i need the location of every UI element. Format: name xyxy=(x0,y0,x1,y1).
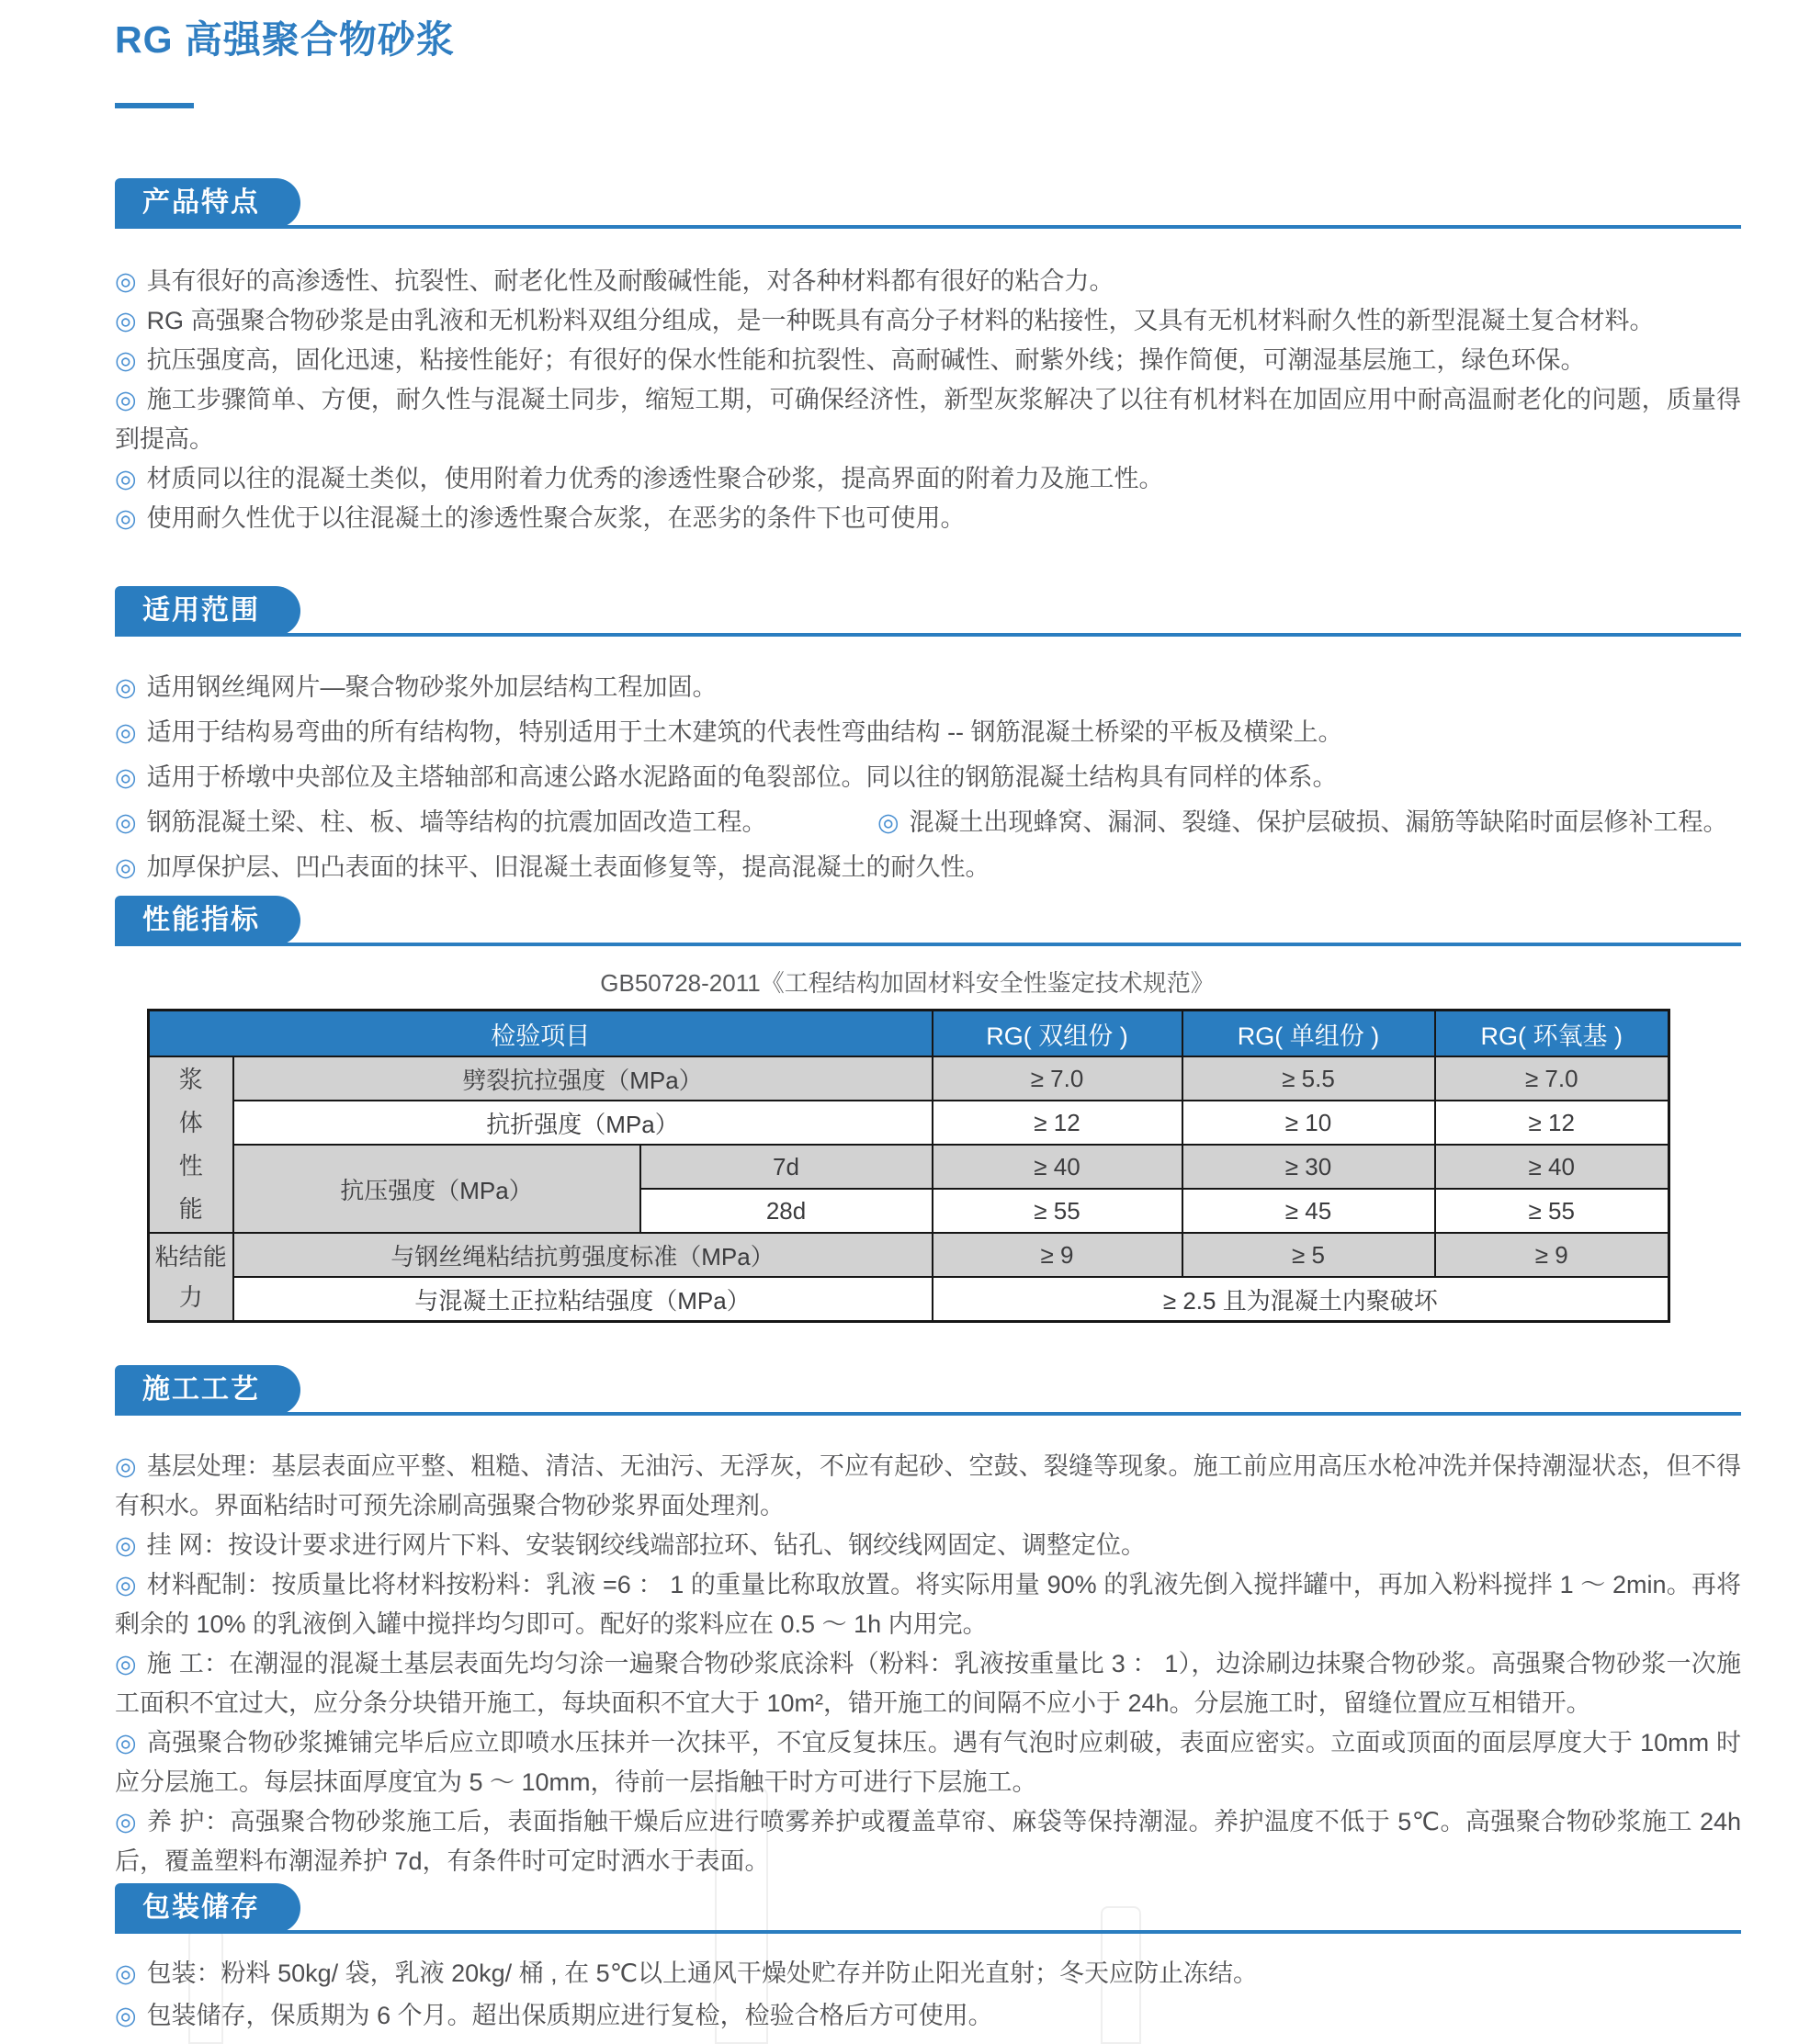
process-text: 高强聚合物砂浆摊铺完毕后应立即喷水压抹并一次抹平，不宜反复抹压。遇有气泡时应刺破，表面应密实。立面或顶面的面层厚度大于 10mm 时应分层施工。每层抹面厚度宜为 5 ～ 10mm，待前一层指触干时方可进行下层施工。 xyxy=(115,1729,1742,1796)
bullet-icon: ◎ xyxy=(115,853,137,881)
table-cell: ≥ 9 xyxy=(1435,1233,1669,1277)
performance-table xyxy=(147,1009,1670,1323)
feature-text: 施工步骤简单、方便，耐久性与混凝土同步，缩短工期，可确保经济性，新型灰浆解决了以往有机材料在加固应用中耐高温耐老化的问题，质量得到提高。 xyxy=(115,386,1742,453)
process-text: 养 护：高强聚合物砂浆施工后，表面指触干燥后应进行喷雾养护或覆盖草帘、麻袋等保持潮湿。养护温度不低于 5℃。高强聚合物砂浆施工 24h 后，覆盖塑料布潮湿养护 7d，有条件时可定时洒水于表面。 xyxy=(115,1808,1741,1875)
table-row xyxy=(149,1101,1669,1145)
table-header-row xyxy=(149,1011,1669,1057)
process-item xyxy=(115,1447,1741,1526)
table-header-cell: RG( 环氧基 ) xyxy=(1435,1011,1669,1057)
table-cell: ≥ 40 xyxy=(1435,1145,1669,1189)
packaging-text: 包装：粉料 50kg/ 袋，乳液 20kg/ 桶 , 在 5℃以上通风干燥处贮存并防止阳光直射；冬天应防止冻结。 xyxy=(146,1959,1259,1987)
bullet-icon: ◎ xyxy=(115,763,137,791)
bullet-icon: ◎ xyxy=(115,465,137,492)
features-list xyxy=(115,262,1741,538)
feature-item xyxy=(115,459,1741,499)
table-cell: ≥ 55 xyxy=(1435,1189,1669,1233)
table-cell: ≥ 5.5 xyxy=(1182,1056,1435,1101)
table-cell: ≥ 40 xyxy=(933,1145,1182,1189)
table-cell-span: ≥ 2.5 且为混凝土内聚破坏 xyxy=(933,1277,1669,1322)
feature-item xyxy=(115,380,1741,459)
table-cell-label: 抗折强度（MPa） xyxy=(233,1101,933,1145)
packaging-text: 包装储存，保质期为 6 个月。超出保质期应进行复检，检验合格后方可使用。 xyxy=(146,2002,993,2029)
table-cell: ≥ 7.0 xyxy=(933,1056,1182,1101)
section-heading-scope: 适用范围 xyxy=(115,586,300,636)
bullet-icon: ◎ xyxy=(115,346,137,374)
feature-text: 抗压强度高，固化迅速，粘接性能好；有很好的保水性能和抗裂性、高耐碱性、耐紫外线；操作简便，可潮湿基层施工，绿色环保。 xyxy=(146,346,1586,374)
scope-text: 适用钢丝绳网片—聚合物砂浆外加层结构工程加固。 xyxy=(146,673,718,701)
performance-standard-caption: GB50728-2011《工程结构加固材料安全性鉴定技术规范》 xyxy=(600,969,1215,997)
table-cell: ≥ 5 xyxy=(1182,1233,1435,1277)
scope-text: 钢筋混凝土梁、柱、板、墙等结构的抗震加固改造工程。 xyxy=(146,808,767,836)
table-cell-label: 劈裂抗拉强度（MPa） xyxy=(233,1056,933,1101)
bullet-icon: ◎ xyxy=(115,504,137,532)
section-scope xyxy=(115,586,1741,637)
process-list xyxy=(115,1447,1741,1881)
process-item xyxy=(115,1723,1741,1802)
packaging-item xyxy=(115,1994,1741,2037)
scope-item xyxy=(115,713,1741,751)
feature-item xyxy=(115,301,1741,341)
table-cell: ≥ 30 xyxy=(1182,1145,1435,1189)
bullet-icon: ◎ xyxy=(115,808,137,836)
table-cell-sub: 28d xyxy=(640,1189,933,1233)
table-cell: ≥ 9 xyxy=(933,1233,1182,1277)
feature-text: 使用耐久性优于以往混凝土的渗透性聚合灰浆，在恶劣的条件下也可使用。 xyxy=(146,504,966,532)
section-heading-features: 产品特点 xyxy=(115,178,300,228)
scope-item xyxy=(877,808,1728,836)
feature-text: 材质同以往的混凝土类似，使用附着力优秀的渗透性聚合砂浆，提高界面的附着力及施工性。 xyxy=(146,465,1164,492)
feature-item xyxy=(115,499,1741,538)
table-cell: ≥ 10 xyxy=(1182,1101,1435,1145)
bullet-icon: ◎ xyxy=(115,307,137,334)
section-process xyxy=(115,1365,1741,1416)
table-cell: ≥ 7.0 xyxy=(1435,1056,1669,1101)
bullet-icon: ◎ xyxy=(115,718,137,746)
bullet-icon: ◎ xyxy=(115,1571,137,1598)
row-group-label: 粘结能力 xyxy=(154,1243,227,1311)
process-text: 基层处理：基层表面应平整、粗糙、清洁、无油污、无浮灰，不应有起砂、空鼓、裂缝等现象。施工前应用高压水枪冲洗并保持潮湿状态，但不得有积水。界面粘结时可预先涂刷高强聚合物砂浆界面处理剂。 xyxy=(115,1452,1742,1519)
section-heading-packaging: 包装储存 xyxy=(115,1883,300,1933)
bullet-icon: ◎ xyxy=(115,386,137,413)
title-underline-dash xyxy=(115,103,194,108)
bullet-icon: ◎ xyxy=(115,1650,137,1677)
row-group-bonding xyxy=(149,1233,233,1322)
row-group-label: 浆体性能 xyxy=(178,1066,203,1223)
process-item xyxy=(115,1565,1741,1644)
bullet-icon: ◎ xyxy=(115,267,137,295)
scope-item xyxy=(115,668,1741,706)
feature-text: RG 高强聚合物砂浆是由乳液和无机粉料双组分组成，是一种既具有高分子材料的粘接性，又具有无机材料耐久性的新型混凝土复合材料。 xyxy=(146,307,1655,334)
section-heading-performance: 性能指标 xyxy=(115,896,300,945)
table-cell-sub: 7d xyxy=(640,1145,933,1189)
table-header-cell: 检验项目 xyxy=(149,1011,933,1057)
table-row xyxy=(149,1233,1669,1277)
process-item xyxy=(115,1526,1741,1565)
bullet-icon: ◎ xyxy=(115,673,137,701)
scope-item xyxy=(115,758,1741,796)
scope-text: 适用于结构易弯曲的所有结构物，特别适用于土木建筑的代表性弯曲结构 -- 钢筋混凝土桥梁的平板及横梁上。 xyxy=(146,718,1343,746)
table-header-cell: RG( 单组份 ) xyxy=(1182,1011,1435,1057)
section-rule xyxy=(115,1930,1741,1934)
process-item xyxy=(115,1802,1741,1881)
scope-list xyxy=(115,668,1741,886)
scope-item xyxy=(115,803,877,841)
scope-text: 混凝土出现蜂窝、漏洞、裂缝、保护层破损、漏筋等缺陷时面层修补工程。 xyxy=(909,808,1728,836)
page-title: RG 高强聚合物砂浆 xyxy=(115,18,455,61)
table-row xyxy=(149,1277,1669,1322)
section-rule xyxy=(115,633,1741,637)
process-text: 材料配制：按质量比将材料按粉料：乳液 =6 ： 1 的重量比称取放置。将实际用量 90% 的乳液先倒入搅拌罐中，再加入粉料搅拌 1 ～ 2min。再将剩余的 10% 的乳液倒入罐中搅拌均匀即可。配好的浆料应在 0.5 ～ 1h 内用完。 xyxy=(115,1571,1742,1638)
table-cell: ≥ 12 xyxy=(1435,1101,1669,1145)
section-rule xyxy=(115,1412,1741,1416)
packaging-item xyxy=(115,1952,1741,1994)
process-text: 施 工：在潮湿的混凝土基层表面先均匀涂一遍聚合物砂浆底涂料（粉料：乳液按重量比 3 ： 1），边涂刷边抹聚合物砂浆。高强聚合物砂浆一次施工面积不宜过大，应分条分块错开施工，每块面积不宜大于 10m²，错开施工的间隔不应小于 24h。分层施工时，留缝位置应互相错开。 xyxy=(115,1650,1742,1717)
table-cell: ≥ 45 xyxy=(1182,1189,1435,1233)
scope-text: 适用于桥墩中央部位及主塔轴部和高速公路水泥路面的龟裂部位。同以往的钢筋混凝土结构具有同样的体系。 xyxy=(146,763,1338,791)
feature-item xyxy=(115,341,1741,380)
bullet-icon: ◎ xyxy=(115,1959,137,1987)
section-features xyxy=(115,178,1741,229)
table-header-cell: RG( 双组份 ) xyxy=(933,1011,1182,1057)
table-cell-label: 与钢丝绳粘结抗剪强度标准（MPa） xyxy=(233,1233,933,1277)
feature-text: 具有很好的高渗透性、抗裂性、耐老化性及耐酸碱性能，对各种材料都有很好的粘合力。 xyxy=(146,267,1114,295)
bullet-icon: ◎ xyxy=(115,2002,137,2029)
table-cell-label: 与混凝土正拉粘结强度（MPa） xyxy=(233,1277,933,1322)
section-rule xyxy=(115,943,1741,946)
bullet-icon: ◎ xyxy=(115,1808,138,1835)
bullet-icon: ◎ xyxy=(877,808,899,836)
table-cell-label: 抗压强度（MPa） xyxy=(233,1145,640,1233)
scope-item-pair xyxy=(115,803,1741,841)
table-row xyxy=(149,1145,1669,1189)
packaging-list xyxy=(115,1952,1741,2037)
section-performance xyxy=(115,896,1741,946)
row-group-slurry xyxy=(149,1056,233,1233)
table-cell: ≥ 12 xyxy=(933,1101,1182,1145)
feature-item xyxy=(115,262,1741,301)
scope-item xyxy=(115,848,1741,886)
table-row xyxy=(149,1056,1669,1101)
section-rule xyxy=(115,225,1741,229)
scope-text: 加厚保护层、凹凸表面的抹平、旧混凝土表面修复等，提高混凝土的耐久性。 xyxy=(146,853,990,881)
process-item xyxy=(115,1644,1741,1723)
bullet-icon: ◎ xyxy=(115,1729,137,1756)
bullet-icon: ◎ xyxy=(115,1531,137,1559)
process-text: 挂 网：按设计要求进行网片下料、安装钢绞线端部拉环、钻孔、钢绞线网固定、调整定位。 xyxy=(146,1531,1147,1559)
table-cell: ≥ 55 xyxy=(933,1189,1182,1233)
section-packaging xyxy=(115,1883,1741,1934)
bullet-icon: ◎ xyxy=(115,1452,137,1480)
section-heading-process: 施工工艺 xyxy=(115,1365,300,1415)
